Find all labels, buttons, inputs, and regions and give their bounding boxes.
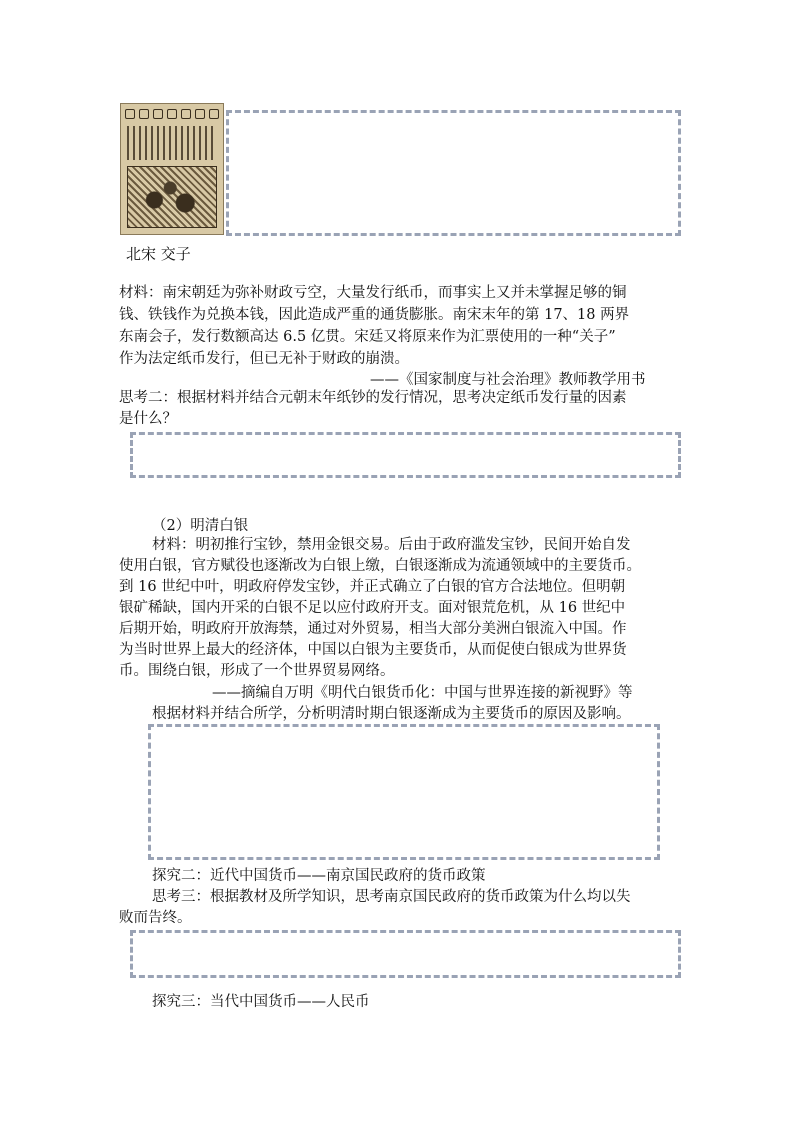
silver-line-4: 银矿稀缺，国内开采的白银不足以应付政府开支。面对银荒危机，从 16 世纪中 [119, 600, 626, 616]
inquiry2-heading: 探究二：近代中国货币——南京国民政府的货币政策 [152, 868, 486, 884]
inquiry2-question-line-1: 思考三：根据教材及所学知识，思考南京国民政府的货币政策为什么均以失 [152, 889, 631, 905]
silver-line-7: 币。围绕白银，形成了一个世界贸易网络。 [119, 663, 395, 679]
question2-line-2: 是什么？ [119, 411, 177, 427]
answer-box-1[interactable] [226, 110, 681, 236]
material1-source: ——《国家制度与社会治理》教师教学用书 [370, 372, 646, 388]
silver-line-2: 使用白银，官方赋役也逐渐改为白银上缴，白银逐渐成为流通领域中的主要货币。 [119, 558, 641, 574]
silver-line-1: 材料：明初推行宝钞，禁用金银交易。后由于政府滥发宝钞，民间开始自发 [152, 537, 631, 553]
answer-box-2[interactable] [130, 432, 681, 478]
silver-source: ——摘编自万明《明代白银货币化：中国与世界连接的新视野》等 [212, 685, 633, 701]
answer-box-4[interactable] [130, 930, 681, 978]
silver-line-5: 后期开始，明政府开放海禁，通过对外贸易，相当大部分美洲白银流入中国。作 [119, 621, 627, 637]
inquiry2-question-line-2: 败而告终。 [119, 910, 192, 926]
inquiry3-heading: 探究三：当代中国货币——人民币 [152, 994, 370, 1010]
jiaozi-banknote-image [120, 103, 224, 235]
silver-heading: （2）明清白银 [152, 518, 249, 534]
question2-line-1: 思考二：根据材料并结合元朝末年纸钞的发行情况，思考决定纸币发行量的因素 [119, 390, 627, 406]
material1-line-1: 材料：南宋朝廷为弥补财政亏空，大量发行纸币，而事实上又并未掌握足够的铜 [119, 285, 627, 301]
material1-line-3: 东南会子，发行数额高达 6.5 亿贯。宋廷又将原来作为汇票使用的一种“关子” [119, 329, 616, 345]
material1-line-2: 钱、铁钱作为兑换本钱，因此造成严重的通货膨胀。南宋末年的第 17、18 两界 [119, 307, 630, 323]
figure-caption: 北宋 交子 [126, 245, 191, 263]
silver-line-3: 到 16 世纪中叶，明政府停发宝钞，并正式确立了白银的官方合法地位。但明朝 [119, 579, 626, 595]
material1-line-4: 作为法定纸币发行，但已无补于财政的崩溃。 [119, 351, 409, 367]
silver-line-6: 为当时世界上最大的经济体，中国以白银为主要货币，从而促使白银成为世界货 [119, 642, 627, 658]
silver-question: 根据材料并结合所学，分析明清时期白银逐渐成为主要货币的原因及影响。 [152, 706, 631, 722]
answer-box-3[interactable] [148, 724, 660, 860]
